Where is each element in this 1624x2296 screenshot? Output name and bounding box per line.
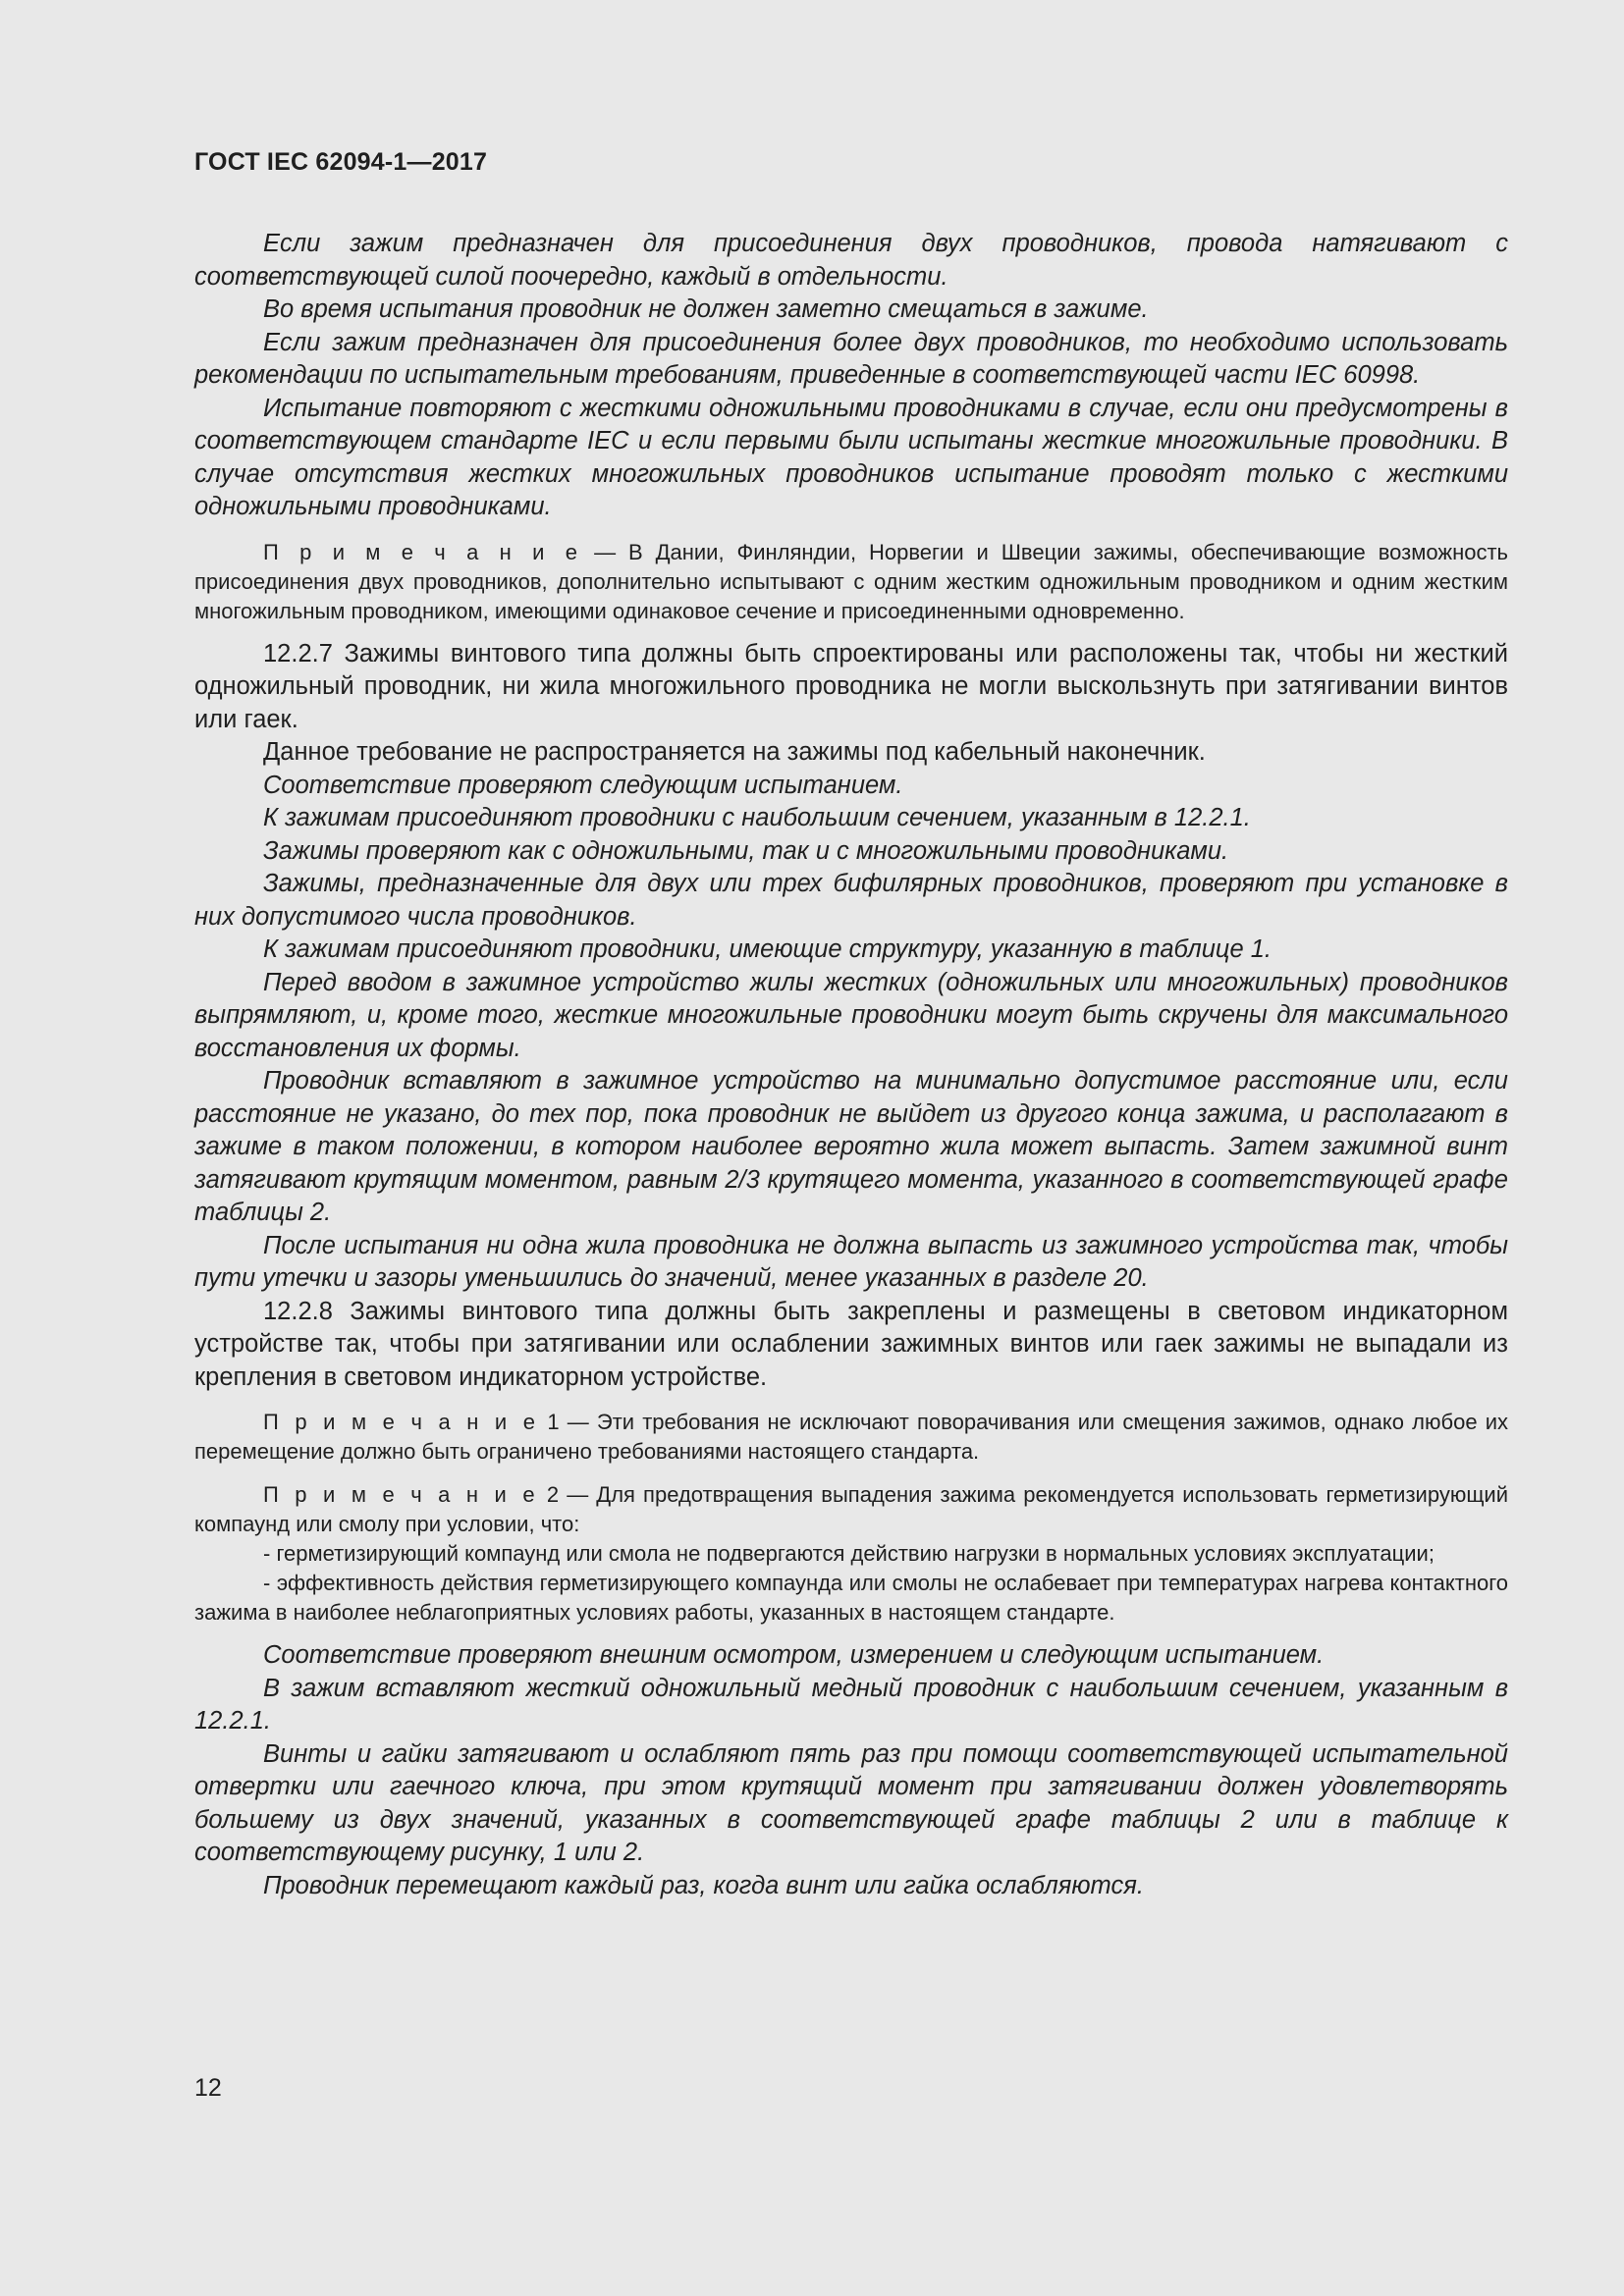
paragraph: Если зажим предназначен для присоединения двух проводников, провода натягивают с соответствующей силой поочередно, каждый в отдельности. [194, 230, 1508, 291]
paragraph: После испытания ни одна жила проводника не должна выпасть из зажимного устройства так, чтобы пути утечки и зазоры уменьшились до значений, менее указанных в разделе 20. [194, 1231, 1508, 1292]
paragraph: К зажимам присоединяют проводники с наибольшим сечением, указанным в 12.2.1. [263, 804, 1251, 831]
paragraph: Во время испытания проводник не должен заметно смещаться в зажиме. [263, 295, 1149, 323]
paragraph: Испытание повторяют с жесткими одножильными проводниками в случае, если они предусмотрены в соответствующем стандарте IEC и если первыми были испытаны жесткие многожильные проводники. В случае отсутствия жестких многожильных проводников испытание проводят только с жесткими одножильными проводниками. [194, 394, 1508, 520]
paragraph: Перед вводом в зажимное устройство жилы жестких (одножильных или многожильных) проводников выпрямляют, и, кроме того, жесткие многожильные проводники могут быть скручены для максимального восстановления их формы. [194, 968, 1508, 1062]
paragraph: Зажимы, предназначенные для двух или трех бифилярных проводников, проверяют при установке в них допустимого числа проводников. [194, 870, 1508, 931]
note-2 [194, 1480, 1508, 1628]
paragraph: Данное требование не распространяется на зажимы под кабельный наконечник. [263, 738, 1206, 766]
paragraph: Винты и гайки затягивают и ослабляют пять раз при помощи соответствующей испытательной отвертки или гаечного ключа, при этом крутящий момент при затягивании должен удовлетворять большему из двух значений, указанных в соответствующей графе таблицы 2 или в таблице к соответствующему рисунку, 1 или 2. [194, 1739, 1508, 1866]
note-text: 1 — Эти требования не исключают поворачивания или смещения зажимов, однако любое их перемещение должно быть ограничено требованиями настоящего стандарта. [194, 1410, 1508, 1464]
note-text: 2 — Для предотвращения выпадения зажима рекомендуется использовать герметизирующий компаунд или смолу при условии, что: [194, 1482, 1508, 1536]
paragraph: К зажимам присоединяют проводники, имеющие структуру, указанную в таблице 1. [263, 935, 1272, 963]
note-label: П р и м е ч а н и е [263, 539, 582, 564]
note-label: П р и м е ч а н и е [263, 1482, 539, 1507]
note-text: — В Дании, Финляндии, Норвегии и Швеции зажимы, обеспечивающие возможность присоединения двух проводников, дополнительно испытывают с одним жестким одножильным проводником и одним жестким многожильным проводником, имеющими одинаковое сечение и присоединенными одновременно. [194, 539, 1508, 623]
document-page [194, 0, 1508, 2296]
paragraph: Соответствие проверяют следующим испытанием. [263, 771, 903, 799]
clause-12-2-8: 12.2.8 Зажимы винтового типа должны быть закреплены и размещены в световом индикаторном устройстве так, чтобы при затягивании или ослаблении зажимных винтов или гаек зажимы не выпадали из крепления в световом индикаторном устройстве. [194, 1297, 1508, 1391]
paragraph: Если зажим предназначен для присоединения более двух проводников, то необходимо использовать рекомендации по испытательным требованиям, приведенные в соответствующей части IEC 60998. [194, 328, 1508, 389]
page-number: 12 [194, 2074, 222, 2102]
note-list-item: - герметизирующий компаунд или смола не подвергаются действию нагрузки в нормальных условиях эксплуатации; [263, 1541, 1435, 1566]
clause-12-2-7: 12.2.7 Зажимы винтового типа должны быть спроектированы или расположены так, чтобы ни жесткий одножильный проводник, ни жила многожильного проводника не могли выскользнуть при затягивании винтов или гаек. [194, 639, 1508, 733]
note-label: П р и м е ч а н и е [263, 1410, 540, 1434]
note-1 [194, 1408, 1508, 1467]
note-list-item: - эффективность действия герметизирующего компаунда или смолы не ослабевает при температурах нагрева контактного зажима в наиболее неблагоприятных условиях работы, указанных в настоящем стандарте. [194, 1571, 1508, 1625]
note-denmark [194, 538, 1508, 626]
paragraph: Проводник перемещают каждый раз, когда винт или гайка ослабляются. [263, 1871, 1144, 1899]
paragraph: В зажим вставляют жесткий одножильный медный проводник с наибольшим сечением, указанным в 12.2.1. [194, 1674, 1508, 1735]
paragraph: Проводник вставляют в зажимное устройство на минимально допустимое расстояние или, если расстояние не указано, до тех пор, пока проводник не выйдет из другого конца зажима, и располагают в зажиме в таком положении, в котором наиболее вероятно жила может выпасть. Затем зажимной винт затягивают крутящим моментом, равным 2/3 крутящего момента, указанного в соответствующей графе таблицы 2. [194, 1067, 1508, 1226]
page-content [194, 228, 1508, 1902]
paragraph: Соответствие проверяют внешним осмотром, измерением и следующим испытанием. [263, 1641, 1325, 1669]
page-header: ГОСТ IEC 62094-1—2017 [194, 148, 488, 176]
paragraph: Зажимы проверяют как с одножильными, так и с многожильными проводниками. [263, 836, 1229, 865]
